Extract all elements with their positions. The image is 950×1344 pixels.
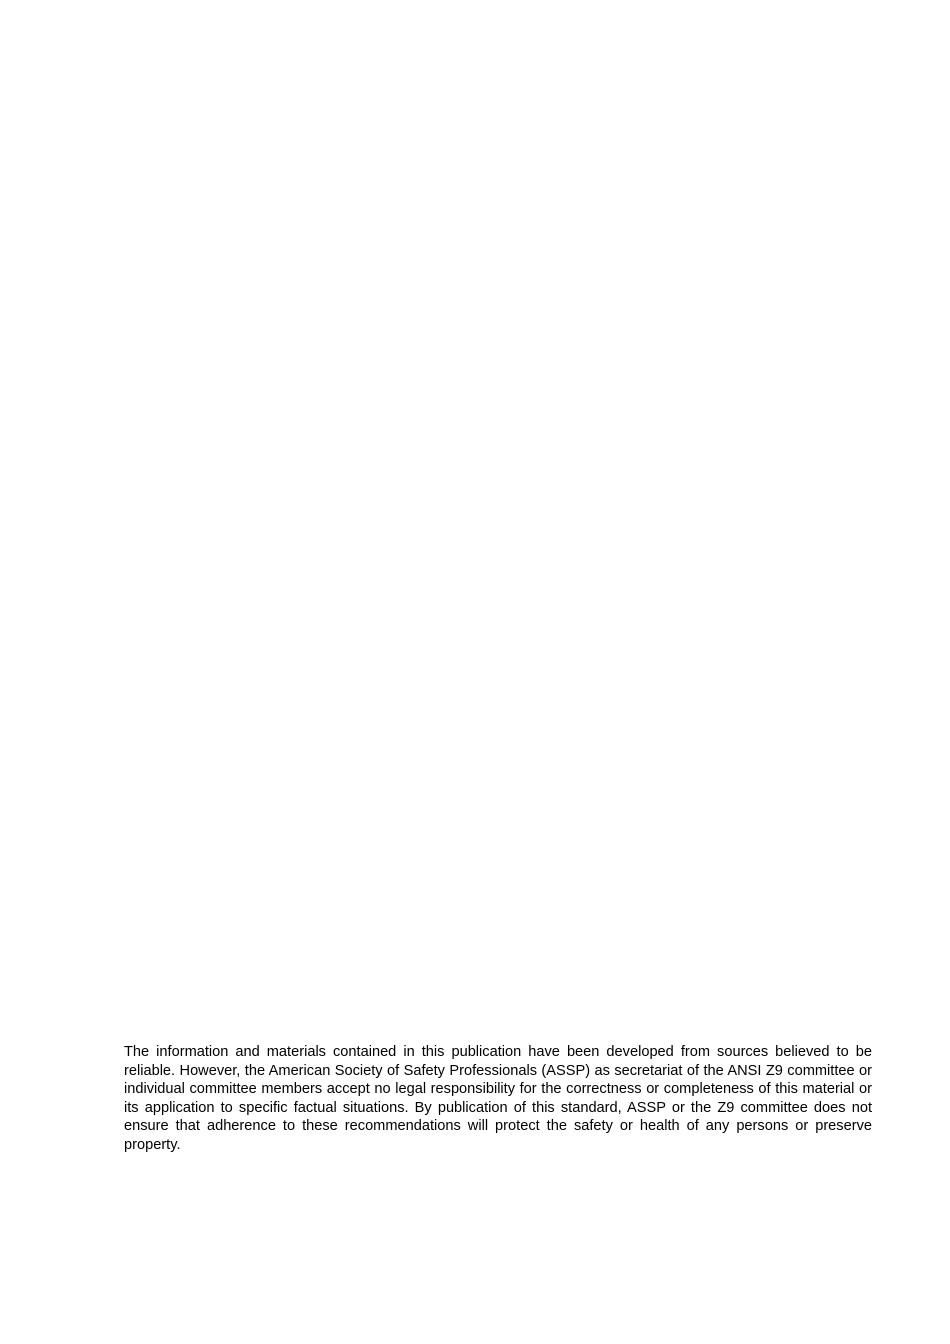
disclaimer-paragraph: The information and materials contained in this publication have been developed from sources believed to be reliable. However, the American Society of Safety Professionals (ASSP) as secretariat of the ANSI Z9 committee or individual committee members accept no legal responsibility for the correctness or completeness of this material or its application to specific factual situations. By publication of this standard, ASSP or the Z9 committee does not ensure that adherence to these recommendations will protect the safety or health of any persons or preserve property.	[124, 1044, 872, 1153]
